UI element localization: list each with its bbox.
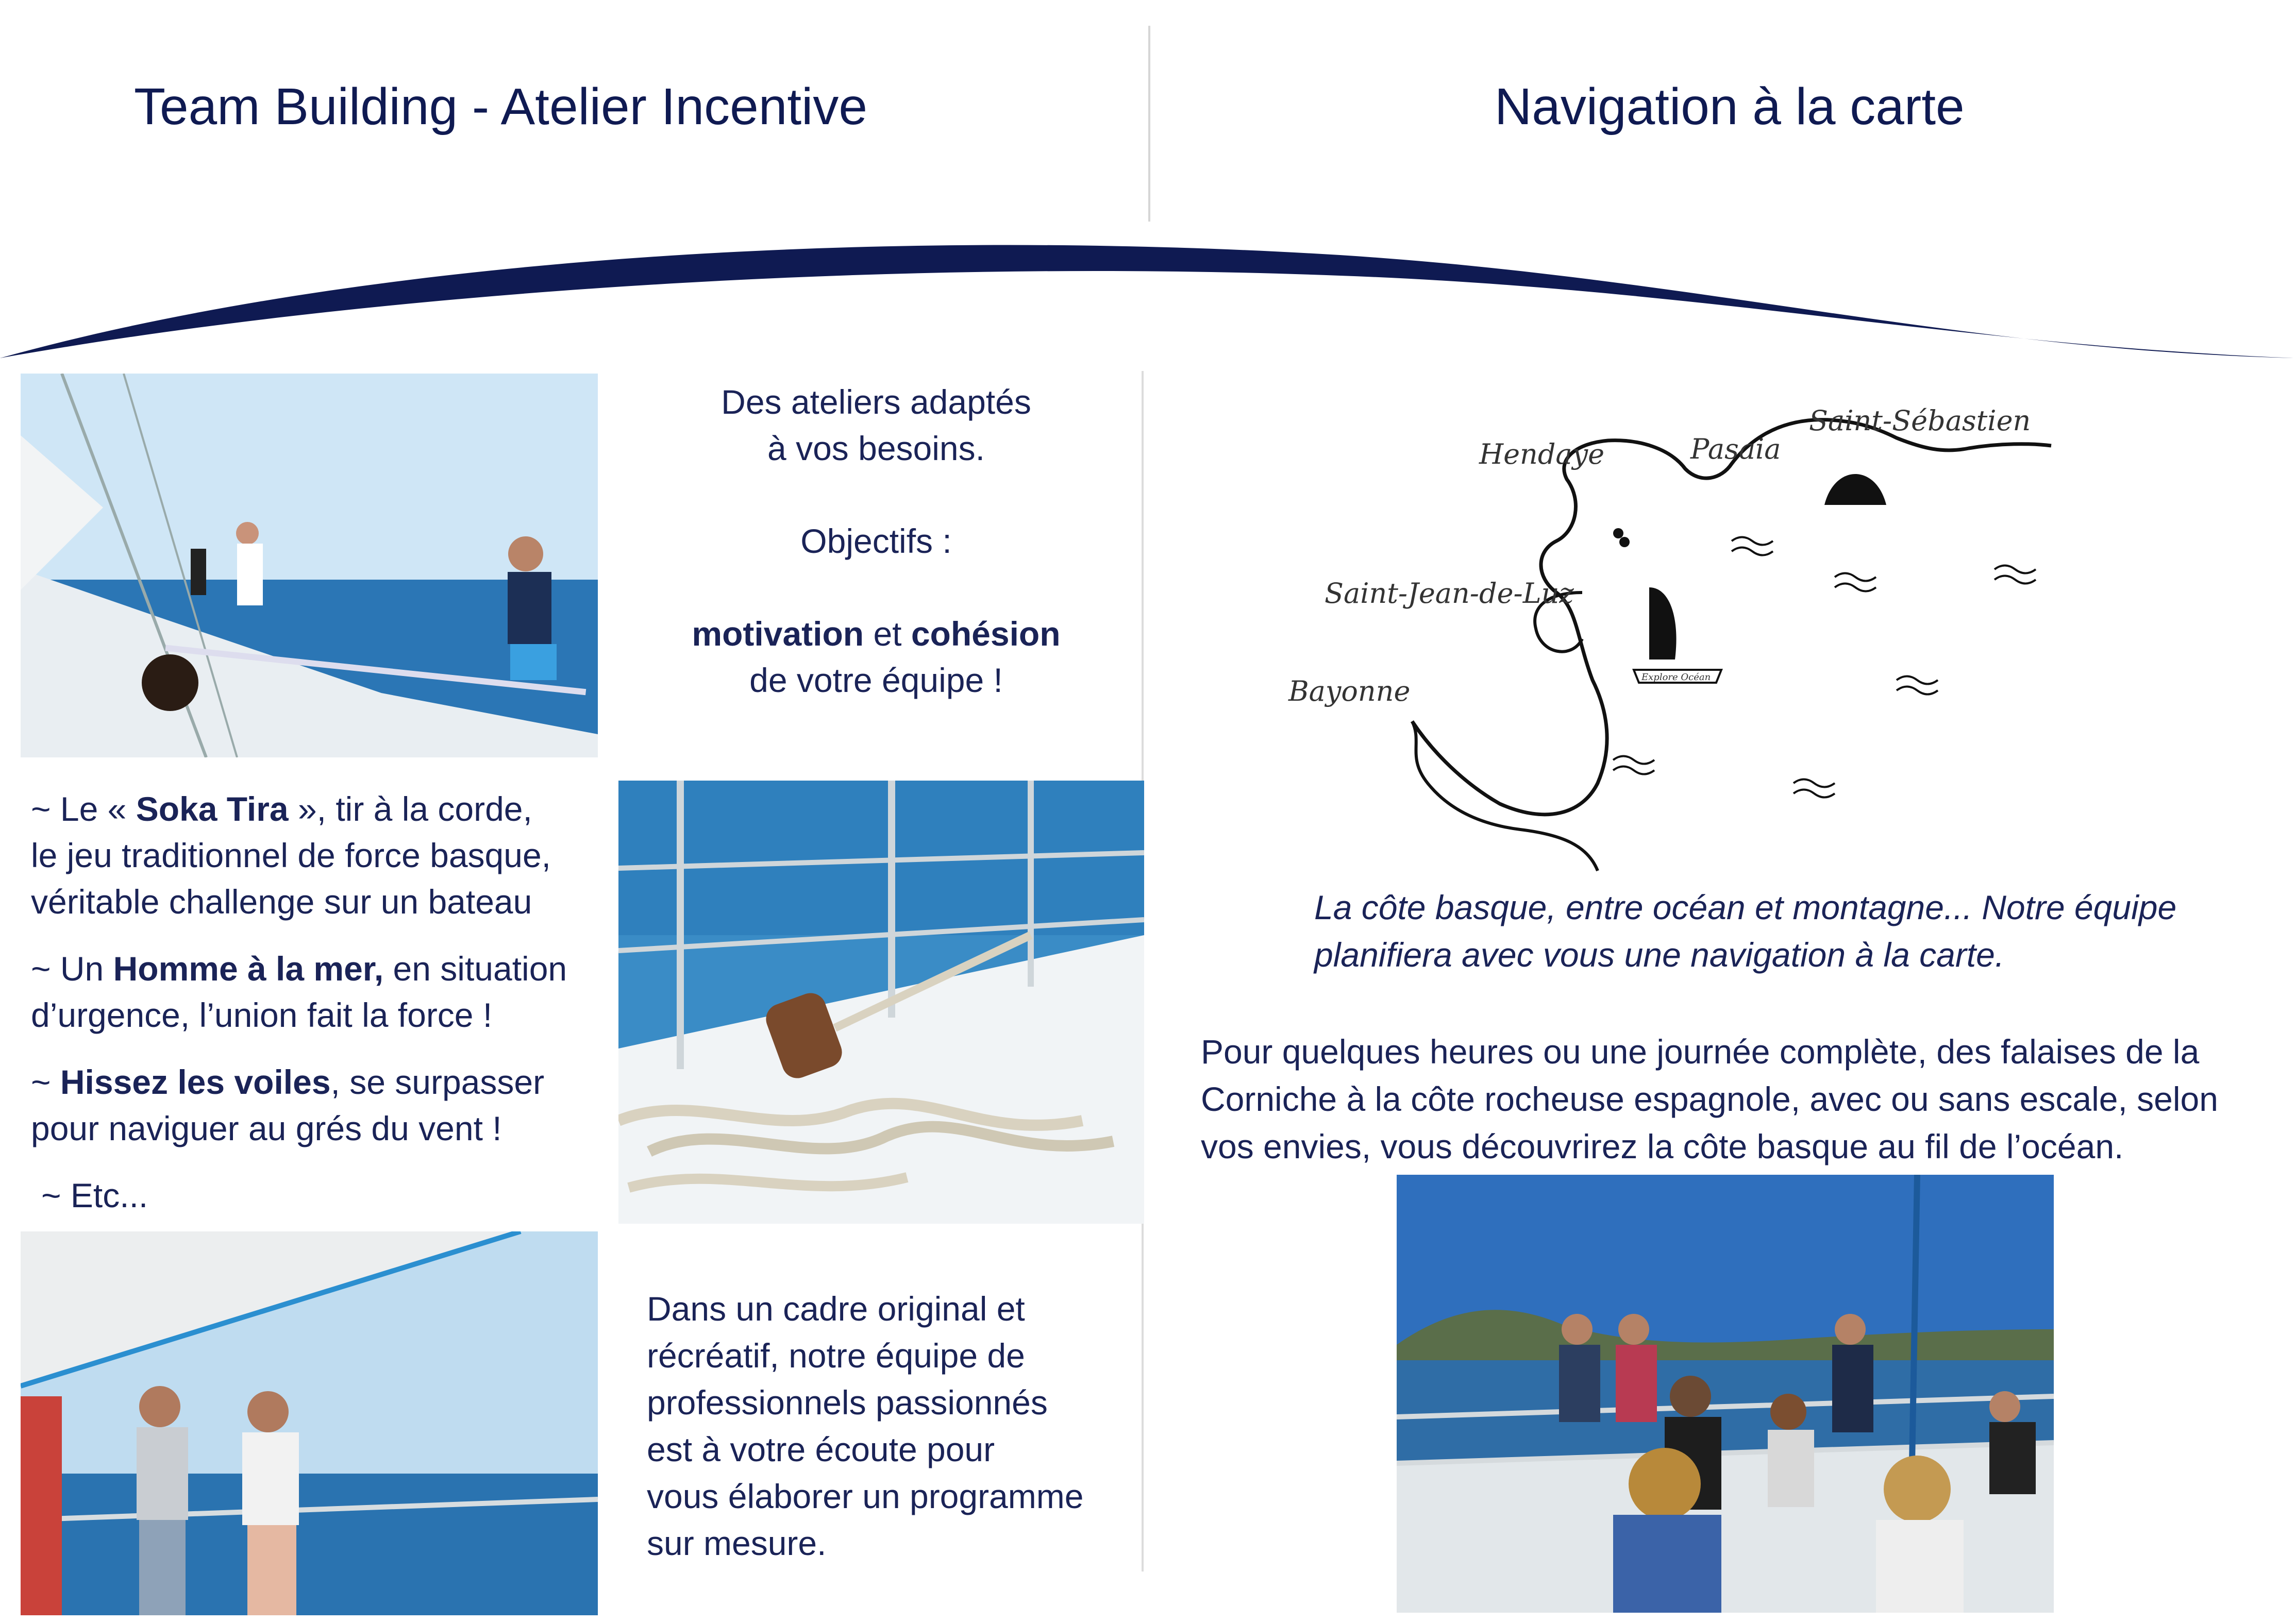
map-label-pasaia: Pasaia xyxy=(1690,433,1781,465)
basque-coast-map xyxy=(1278,392,2072,881)
homme-bold: Homme à la mer, xyxy=(113,950,384,988)
description-line-3: vos envies, vous découvrirez la côte basque au fil de l’océan. xyxy=(1201,1127,2124,1165)
map-label-saint-jean: Saint-Jean-de-Luz xyxy=(1325,577,1574,610)
motivation-word: motivation xyxy=(692,615,864,653)
photo-guests-on-deck xyxy=(1397,1175,2054,1613)
left-title: Team Building - Atelier Incentive xyxy=(134,78,867,136)
soka-suffix: », tir à la corde, xyxy=(297,790,532,828)
boat-sail-icon xyxy=(1649,587,1677,660)
objectives-label: Objectifs : xyxy=(800,522,952,560)
navigation-description xyxy=(1201,1028,2283,1170)
photo-rope-pulley xyxy=(618,781,1144,1224)
intro-line1: Des ateliers adaptés xyxy=(721,383,1031,421)
hissez-suffix: , se surpasser xyxy=(330,1063,545,1101)
homme-suffix: en situation xyxy=(393,950,567,988)
et-word: et xyxy=(873,615,902,653)
hissez-line2: pour naviguer au grés du vent ! xyxy=(31,1109,502,1147)
closing-line-6: sur mesure. xyxy=(647,1524,827,1562)
activity-hissez xyxy=(31,1059,629,1152)
closing-line-2: récréatif, notre équipe de xyxy=(647,1337,1025,1375)
closing-line-4: est à votre écoute pour xyxy=(647,1430,995,1468)
activity-homme xyxy=(31,945,629,1038)
hissez-bold: Hissez les voiles xyxy=(60,1063,331,1101)
top-divider xyxy=(1148,26,1150,222)
caption-line-1: La côte basque, entre océan et montagne... Notre équipe xyxy=(1314,888,2177,926)
closing-line-3: professionnels passionnés xyxy=(647,1383,1048,1422)
homme-line2: d’urgence, l’union fait la force ! xyxy=(31,996,493,1034)
soka-line3: véritable challenge sur un bateau xyxy=(31,883,532,921)
cohesion-word: cohésion xyxy=(911,615,1061,653)
photo-tug-of-war xyxy=(21,374,598,757)
intro-line2: à vos besoins. xyxy=(767,429,985,467)
objectives-line xyxy=(618,611,1134,657)
closing-block xyxy=(647,1286,1142,1567)
hissez-prefix: ~ xyxy=(31,1063,51,1101)
team-line: de votre équipe ! xyxy=(749,661,1003,699)
soka-line2: le jeu traditionnel de force basque, xyxy=(31,836,551,874)
activities-list xyxy=(31,786,629,1239)
soka-prefix: ~ Le « xyxy=(31,790,127,828)
map-label-bayonne: Bayonne xyxy=(1288,675,1411,707)
activity-soka xyxy=(31,786,629,925)
right-title: Navigation à la carte xyxy=(1495,78,1965,136)
soka-bold: Soka Tira xyxy=(136,790,289,828)
closing-line-1: Dans un cadre original et xyxy=(647,1290,1025,1328)
wave-marks xyxy=(1613,537,2036,798)
activity-etc: ~ Etc... xyxy=(41,1176,148,1214)
map-label-saint-sebastien: Saint-Sébastien xyxy=(1809,404,2031,437)
caption-line-2: planifiera avec vous une navigation à la carte. xyxy=(1314,936,2005,974)
navy-wave xyxy=(0,227,2296,392)
map-caption xyxy=(1314,884,2242,978)
intro-block xyxy=(618,379,1134,703)
map-label-hendaye: Hendaye xyxy=(1479,438,1605,470)
photo-sail-crew xyxy=(21,1231,598,1615)
closing-line-5: vous élaborer un programme xyxy=(647,1477,1084,1515)
description-line-1: Pour quelques heures ou une journée complète, des falaises de la xyxy=(1201,1033,2200,1071)
homme-prefix: ~ Un xyxy=(31,950,104,988)
description-line-2: Corniche à la côte rocheuse espagnole, avec ou sans escale, selon xyxy=(1201,1080,2218,1118)
map-label-boat: Explore Océan xyxy=(1641,672,1711,683)
